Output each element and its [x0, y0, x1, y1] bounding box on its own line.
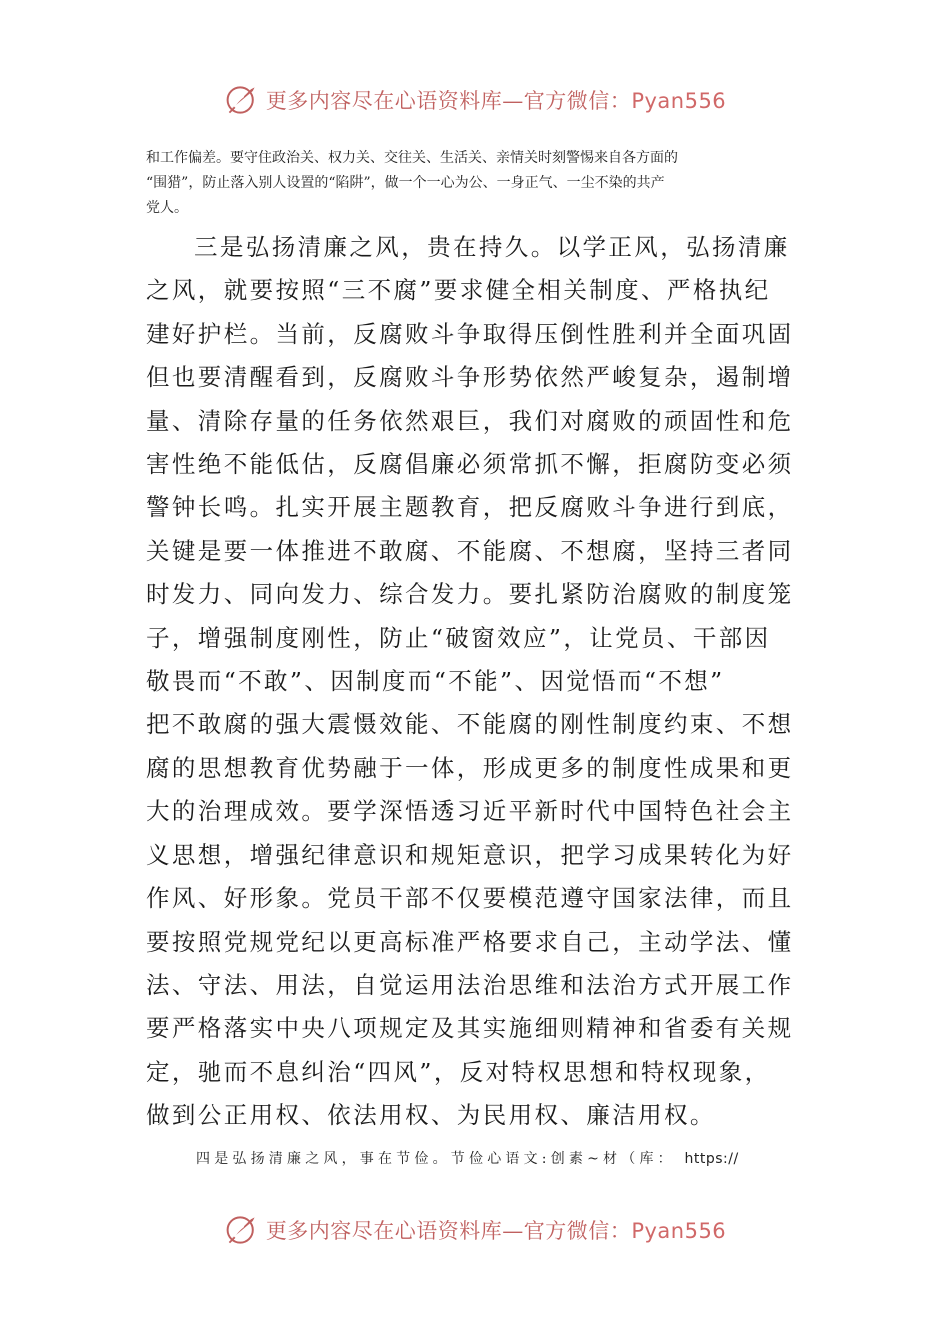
main-line: 要按照党规党纪以更高标准严格要求自己，主动学法、懂: [146, 927, 794, 956]
main-line: 定，驰而不息纠治“四风”，反对特权思想和特权现象，: [146, 1057, 771, 1086]
main-line: 警钟长鸣。扎实开展主题教育，把反腐败斗争进行到底，: [146, 493, 794, 522]
main-line: 敬畏而“不敢”、因制度而“不能”、因觉悟而“不想”: [146, 667, 725, 696]
main-line: 之风，就要按照“三不腐”要求健全相关制度、严格执纪: [146, 276, 771, 305]
watermark-handle: Pyan556: [631, 1219, 727, 1243]
main-line: 义思想，增强纪律意识和规矩意识，把学习成果转化为好: [146, 840, 794, 869]
footer-watermark: [0, 1212, 950, 1248]
quill-logo-icon: [224, 1212, 260, 1248]
watermark-text: 更多内容尽在心语资料库—官方微信：Pyan556: [265, 1219, 727, 1243]
main-paragraph: [146, 226, 808, 1138]
main-line: 关键是要一体推进不敢腐、不能腐、不想腐，坚持三者同: [146, 536, 794, 565]
intro-line: 党人。: [146, 200, 188, 216]
watermark-text: 更多内容尽在心语资料库—官方微信：Pyan556: [265, 89, 727, 113]
main-line: 但也要清醒看到，反腐败斗争形势依然严峻复杂，遏制增: [146, 363, 794, 392]
main-line: 作风、好形象。党员干部不仅要模范遵守国家法律，而且: [146, 884, 794, 913]
main-line: 要严格落实中央八项规定及其实施细则精神和省委有关规: [146, 1014, 794, 1043]
main-line: 子，增强制度刚性，防止“破窗效应”，让党员、干部因: [146, 623, 771, 652]
main-line: 量、清除存量的任务依然艰巨，我们对腐败的顽固性和危: [146, 406, 794, 435]
main-line: 腐的思想教育优势融于一体，形成更多的制度性成果和更: [146, 753, 794, 782]
main-line: 害性绝不能低估，反腐倡廉必须常抓不懈，拒腐防变必须: [146, 450, 794, 479]
intro-line: 和工作偏差。要守住政治关、权力关、交往关、生活关、亲情关时刻警惕来自各方面的: [146, 150, 678, 166]
main-line: 做到公正用权、依法用权、为民用权、廉洁用权。: [146, 1101, 716, 1130]
next-paragraph-start: [196, 1148, 808, 1170]
intro-paragraph: [146, 146, 806, 221]
main-line: 时发力、同向发力、综合发力。要扎紧防治腐败的制度笼: [146, 580, 794, 609]
tail-url-link[interactable]: https://: [684, 1151, 739, 1167]
intro-line: “围猎”，防止落入别人设置的“陷阱”，做一个一心为公、一身正气、一尘不染的共产: [146, 175, 665, 191]
main-line: 大的治理成效。要学深悟透习近平新时代中国特色社会主: [146, 797, 794, 826]
main-line: 法、守法、用法，自觉运用法治思维和法治方式开展工作: [146, 970, 794, 999]
main-line: 建好护栏。当前，反腐败斗争取得压倒性胜利并全面巩固: [146, 319, 794, 348]
main-line: 把不敢腐的强大震慑效能、不能腐的刚性制度约束、不想: [146, 710, 794, 739]
tail-text: 四是弘扬清廉之风，事在节俭。节俭心语文:创素~材（库：: [196, 1151, 676, 1167]
quill-logo-icon: [224, 82, 260, 118]
header-watermark: [0, 82, 950, 118]
main-line: 三是弘扬清廉之风，贵在持久。以学正风，弘扬清廉: [194, 233, 790, 261]
watermark-handle: Pyan556: [631, 89, 727, 113]
